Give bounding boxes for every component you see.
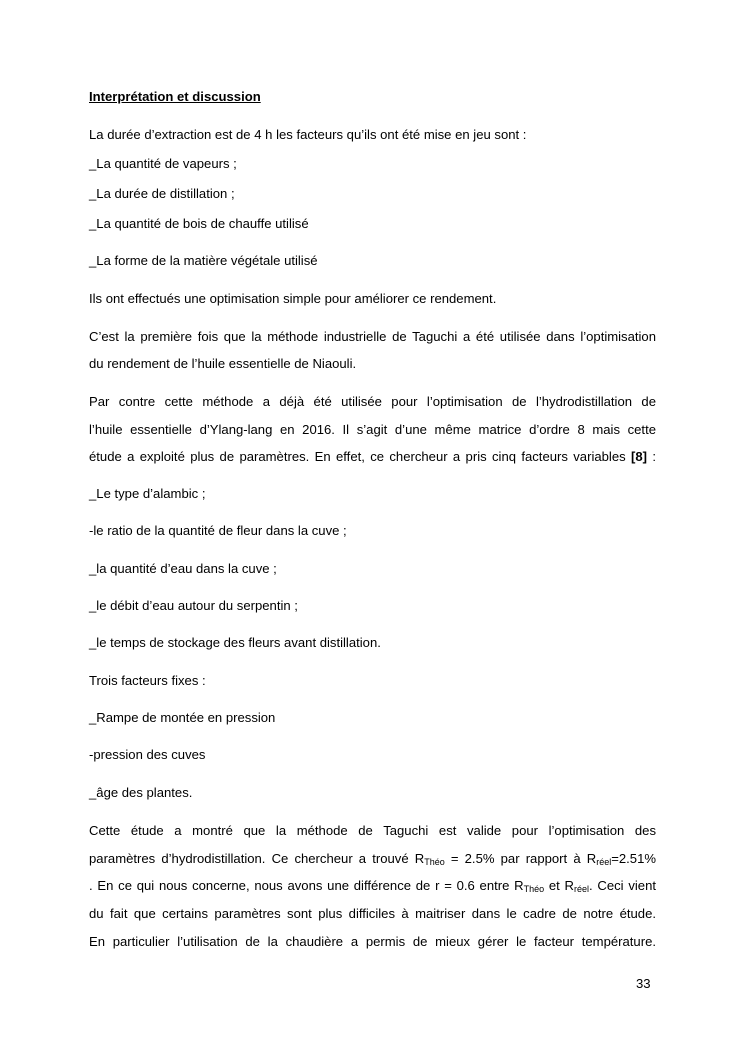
paragraph-text: . En ce qui nous concerne, nous avons une différence de r = 0.6 entre R — [89, 878, 524, 893]
factor-item: _La quantité de bois de chauffe utilisé — [89, 216, 309, 231]
paragraph-line: l’huile essentielle d’Ylang-lang en 2016. Il s’agit d’une même matrice d’ordre 8 mais cette — [89, 422, 656, 437]
subscript: réel — [573, 884, 589, 894]
variable-factor-item: _le débit d’eau autour du serpentin ; — [89, 598, 298, 613]
optimisation-sentence: Ils ont effectués une optimisation simple pour améliorer ce rendement. — [89, 291, 497, 306]
subscript: réel — [596, 857, 612, 867]
paragraph-text: . Ceci vient — [589, 878, 656, 893]
section-title: Interprétation et discussion — [89, 89, 261, 104]
paragraph-text: = 2.5% par rapport à R — [444, 851, 597, 866]
intro-paragraph: La durée d’extraction est de 4 h les facteurs qu’ils ont été mise en jeu sont : — [89, 127, 527, 142]
paragraph-text: et R — [544, 878, 574, 893]
subscript: Théo — [523, 884, 545, 894]
paragraph-line: Par contre cette méthode a déjà été utilisée pour l’optimisation de l’hydrodistillation de — [89, 394, 656, 409]
paragraph-text: paramètres d’hydrodistillation. Ce chercheur a trouvé R — [89, 851, 425, 866]
paragraph-line: Cette étude a montré que la méthode de Taguchi est valide pour l’optimisation des — [89, 823, 656, 838]
paragraph-text: étude a exploité plus de paramètres. En effet, ce chercheur a pris cinq facteurs variables — [89, 449, 626, 464]
reference-citation: [8] — [631, 449, 648, 464]
paragraph-line — [89, 851, 656, 867]
factor-item: _La forme de la matière végétale utilisé — [89, 253, 318, 268]
factor-item: _La quantité de vapeurs ; — [89, 156, 237, 171]
paragraph-line: C’est la première fois que la méthode industrielle de Taguchi a été utilisée dans l’optimisation — [89, 329, 656, 344]
fixed-factor-item: _Rampe de montée en pression — [89, 710, 276, 725]
paragraph-line — [89, 878, 656, 894]
subscript: Théo — [424, 857, 445, 867]
variable-factor-item: _le temps de stockage des fleurs avant distillation. — [89, 635, 381, 650]
fixed-factor-item: -pression des cuves — [89, 747, 206, 762]
paragraph-line: du rendement de l’huile essentielle de Niaouli. — [89, 356, 357, 371]
page-number: 33 — [636, 976, 651, 991]
factor-item: _La durée de distillation ; — [89, 186, 235, 201]
variable-factor-item: _Le type d’alambic ; — [89, 486, 206, 501]
paragraph-text: : — [647, 449, 657, 464]
paragraph-line: du fait que certains paramètres sont plus difficiles à maitriser dans le cadre de notre étude. — [89, 906, 656, 921]
paragraph-text: =2.51% — [611, 851, 656, 866]
paragraph-line — [89, 449, 656, 465]
paragraph-line: En particulier l’utilisation de la chaudière a permis de mieux gérer le facteur température. — [89, 934, 656, 949]
fixed-factors-intro: Trois facteurs fixes : — [89, 673, 206, 688]
variable-factor-item: -le ratio de la quantité de fleur dans la cuve ; — [89, 523, 347, 538]
fixed-factor-item: _âge des plantes. — [89, 785, 193, 800]
variable-factor-item: _la quantité d’eau dans la cuve ; — [89, 561, 277, 576]
